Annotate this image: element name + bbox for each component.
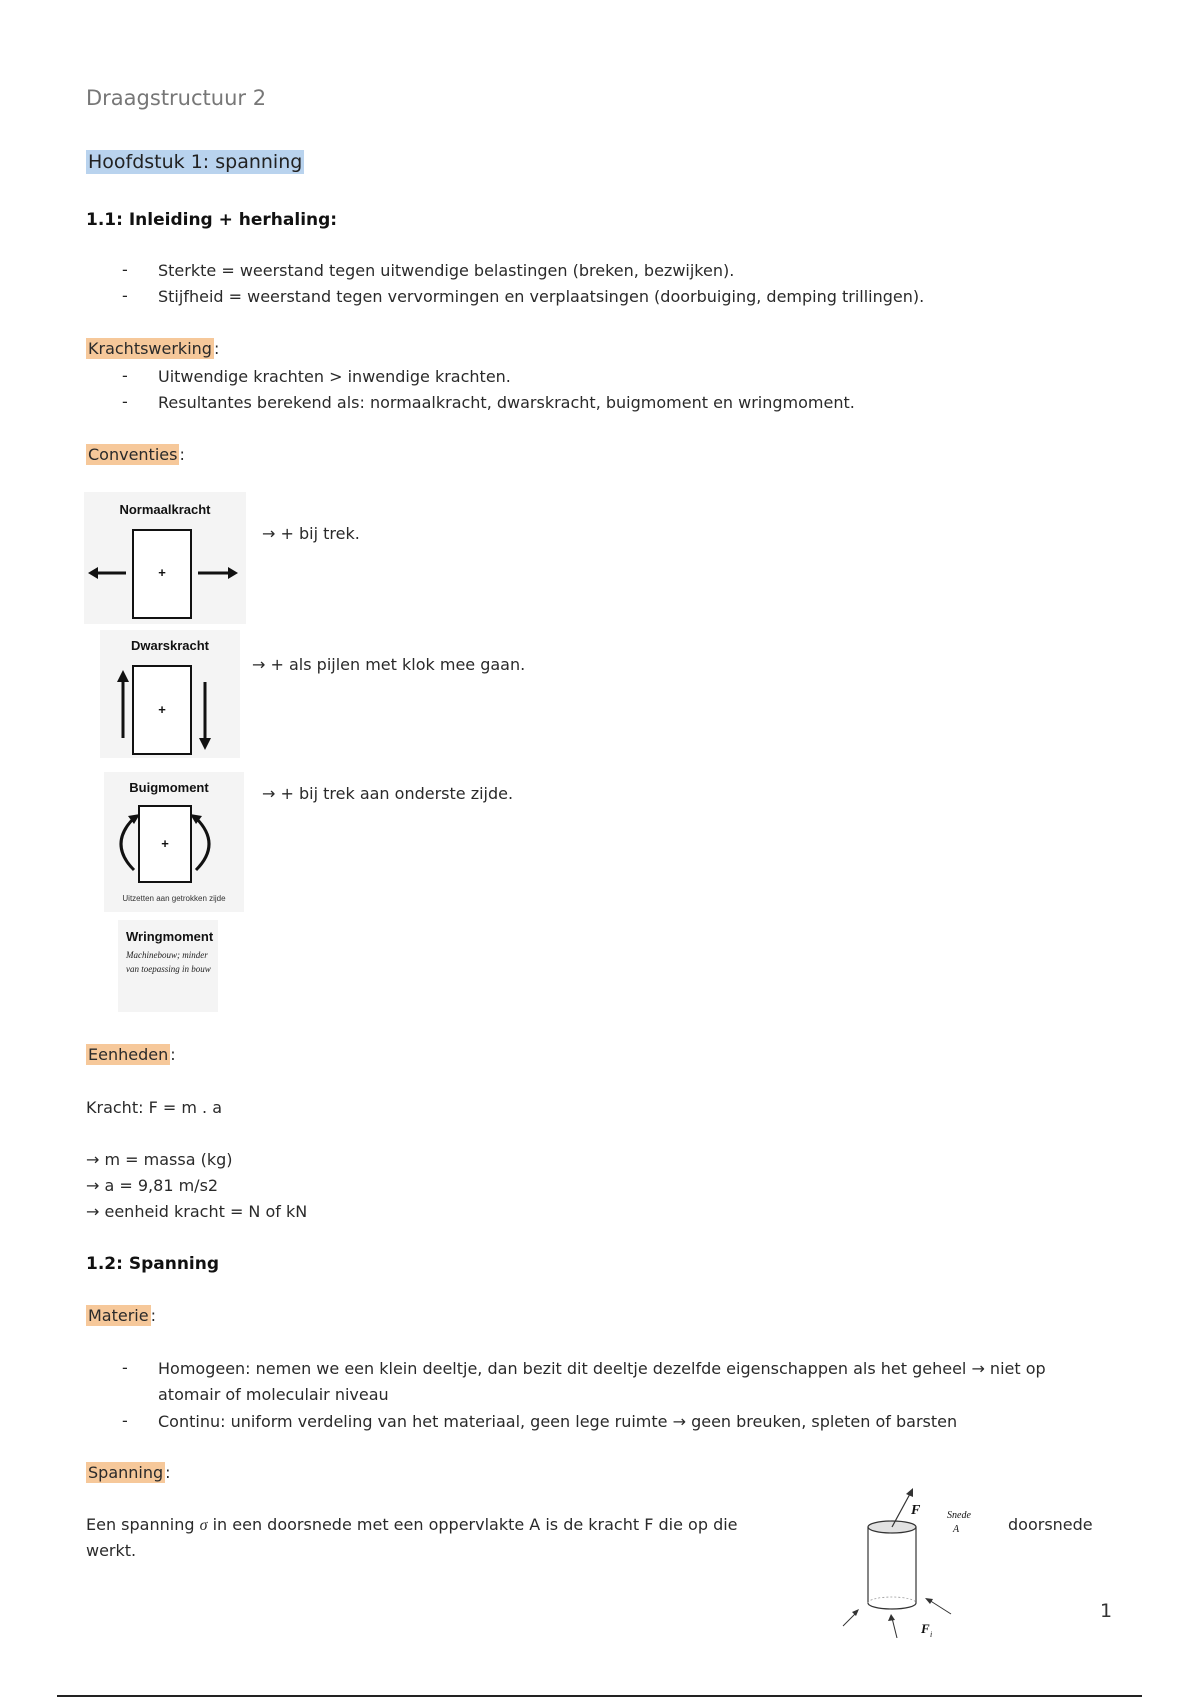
dwarskracht-diagram xyxy=(100,630,240,758)
conventies-colon: : xyxy=(179,445,185,464)
bullet-dash: - xyxy=(122,392,128,411)
buigmoment-caption: Uitzetten aan getrokken zijde xyxy=(122,894,226,903)
snede-label: Snede xyxy=(947,1510,971,1521)
eenheden-label: Eenheden xyxy=(88,1045,169,1064)
dwarskracht-sign: + xyxy=(158,702,166,717)
eenheden-line-massa: → m = massa (kg) xyxy=(86,1150,233,1169)
spanning-heading xyxy=(86,1463,171,1482)
spanning-definition-end: doorsnede xyxy=(1008,1515,1093,1534)
spanning-colon: : xyxy=(165,1463,171,1482)
document-title: Draagstructuur 2 xyxy=(86,86,267,110)
bullet-sterkte: Sterkte = weerstand tegen uitwendige belastingen (breken, bezwijken). xyxy=(158,261,735,280)
buigmoment-note: → + bij trek aan onderste zijde. xyxy=(262,784,514,803)
normaalkracht-figure xyxy=(84,492,246,624)
spanning-definition-line2: werkt. xyxy=(86,1541,137,1560)
bullet-dash: - xyxy=(122,1358,128,1377)
normaalkracht-title: Normaalkracht xyxy=(119,502,211,517)
bullet-dash: - xyxy=(122,366,128,385)
materie-heading xyxy=(86,1306,156,1325)
chapter-heading: Hoofdstuk 1: spanning xyxy=(88,151,303,173)
conventies-heading xyxy=(86,445,185,464)
buigmoment-sign: + xyxy=(161,836,169,851)
wringmoment-title: Wringmoment xyxy=(126,929,214,944)
area-A-label: A xyxy=(953,1524,960,1535)
bullet-continu: Continu: uniform verdeling van het materiaal, geen lege ruimte → geen breuken, spleten of barsten xyxy=(158,1412,958,1431)
spanning-label: Spanning xyxy=(88,1463,164,1482)
force-F-label: F xyxy=(911,1503,921,1518)
bullet-dash: - xyxy=(122,286,128,305)
conventies-label: Conventies xyxy=(88,445,178,464)
force-Fi-label: F xyxy=(921,1621,930,1636)
normaalkracht-sign: + xyxy=(158,565,166,580)
spanning-definition-line1 xyxy=(86,1515,738,1535)
krachtswerking-label: Krachtswerking xyxy=(88,339,212,358)
dwarskracht-figure xyxy=(100,630,240,758)
bullet-uitwendige: Uitwendige krachten > inwendige krachten. xyxy=(158,367,511,386)
krachtswerking-heading xyxy=(86,339,219,358)
eenheden-line-eenheid: → eenheid kracht = N of kN xyxy=(86,1202,308,1221)
eenheden-colon: : xyxy=(170,1045,176,1064)
normaalkracht-diagram xyxy=(84,492,246,624)
eenheden-line-a: → a = 9,81 m/s2 xyxy=(86,1176,219,1195)
section-heading-1-1: 1.1: Inleiding + herhaling: xyxy=(86,210,338,230)
krachtswerking-colon: : xyxy=(213,339,220,358)
bullet-dash: - xyxy=(122,1411,128,1430)
page-number: 1 xyxy=(1100,1600,1113,1622)
dwarskracht-note: → + als pijlen met klok mee gaan. xyxy=(252,655,526,674)
materie-colon: : xyxy=(150,1306,156,1325)
eenheden-heading xyxy=(86,1045,176,1064)
section-heading-1-2: 1.2: Spanning xyxy=(86,1254,220,1274)
bullet-homogeen-line2: atomair of moleculair niveau xyxy=(158,1385,389,1404)
materie-label: Materie xyxy=(88,1306,149,1325)
dwarskracht-title: Dwarskracht xyxy=(130,638,210,653)
spanning-cylinder-figure xyxy=(835,1488,1000,1638)
sigma-symbol: σ xyxy=(199,1517,208,1534)
bullet-stijfheid: Stijfheid = weerstand tegen vervormingen en verplaatsingen (doorbuiging, demping trillingen). xyxy=(158,287,925,306)
bullet-dash: - xyxy=(122,260,128,279)
bullet-homogeen-line1: Homogeen: nemen we een klein deeltje, dan bezit dit deeltje dezelfde eigenschappen als het geheel → niet op xyxy=(158,1359,1046,1378)
wringmoment-caption: Machinebouw; minder van toepassing in bouw xyxy=(126,950,211,974)
spanning-text-post: in een doorsnede met een oppervlakte A is de kracht F die op die xyxy=(212,1515,738,1534)
footer-divider xyxy=(57,1695,1142,1697)
spanning-text-pre: Een spanning xyxy=(86,1515,195,1534)
kracht-formula: Kracht: F = m . a xyxy=(86,1098,222,1117)
bullet-resultantes: Resultantes berekend als: normaalkracht, dwarskracht, buigmoment en wringmoment. xyxy=(158,393,855,412)
normaalkracht-note: → + bij trek. xyxy=(262,524,360,543)
force-Fi-subscript: i xyxy=(930,1630,933,1638)
buigmoment-figure xyxy=(104,772,244,912)
wringmoment-figure xyxy=(118,920,218,1012)
buigmoment-title: Buigmoment xyxy=(129,780,209,795)
